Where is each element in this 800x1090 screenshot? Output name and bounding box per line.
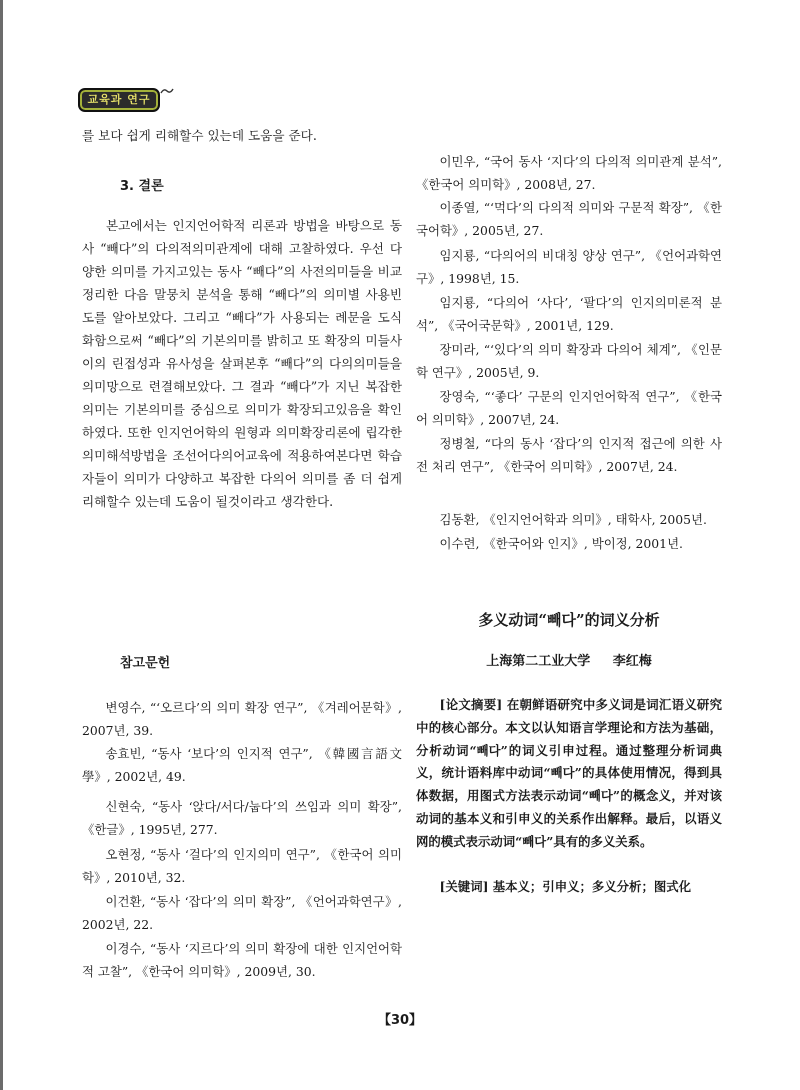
reference-item: 이종열, “‘먹다’의 다의적 의미와 구문적 확장”, 《한국어학》, 2005년, 27. <box>416 200 722 238</box>
reference-item: 변영수, “‘오르다’의 의미 확장 연구”, 《겨레어문학》, 2007년, 39. <box>82 700 402 738</box>
logo-flourish-icon <box>160 87 174 95</box>
conclusion-paragraph: 본고에서는 인지언어학적 리론과 방법을 바탕으로 동사 “빼다”의 다의적의미관계에 대해 고찰하였다. 우선 다양한 의미를 가지고있는 동사 “빼다”의 사전의미들을 비교정리한 다음 말뭉치 분석을 통해 “빼다”의 의미별 사용빈도를 알아보았다. 그리고 “빼다”가 사용되는 례문을 도식화함으로써 “빼다”의 기본의미를 밝히고 또 확장의 미들사이의 린접성과 유사성을 살펴본후 “빼다”의 다의의미들을 의미망으로 련결해보았다. 그 결과 “빼다”가 지닌 복잡한 의미는 기본의미를 중심으로 의미가 확장되고있음을 확인하였다. 또한 인지언어학의 원형과 의미확장리론에 립각한 의미해석방법을 조선어다의어교육에 적용하여본다면 학습자들이 의미가 다양하고 복잡한 다의어 의미를 좀 더 쉽게 리해할수 있는데 도움이 될것이라고 생각한다. <box>82 218 402 509</box>
journal-logo: 교육과 연구 <box>78 88 160 112</box>
article-abstract: [论文摘要] 在朝鲜语研究中多义词是词汇语义研究中的核心部分。本文以认知语言学理论和方法为基础，分析动词“빼다”的词义引申过程。通过整理分析词典义，统计语料库中动词“빼다”的具体使用情况，得到具体数据，用图式方法表示动词“빼다”的概念义，并对该动词的基本义和引申义的关系作出解释。最后，以语义网的模式表示动词“빼다”具有的多义关系。 <box>416 697 722 849</box>
page-left-border <box>0 0 3 1090</box>
reference-item: 정병철, “다의 동사 ‘잡다’의 인지적 접근에 의한 사전 처리 연구”, 《한국어 의미학》, 2007년, 24. <box>416 436 722 474</box>
reference-item: 김동환, 《인지언어학과 의미》, 태학사, 2005년. <box>439 512 707 527</box>
article-title: 多义动词“빼다”的词义分析 <box>478 611 660 629</box>
reference-item: 신현숙, “동사 ‘앉다/서다/눕다’의 쓰임과 의미 확장”, 《한글》, 1995년, 277. <box>82 799 402 837</box>
carryover-text: 를 보다 쉽게 리해할수 있는데 도움을 준다. <box>82 128 317 143</box>
references-heading: 참고문헌 <box>120 656 171 671</box>
article-author: 上海第二工业大学 李红梅 <box>486 654 652 669</box>
reference-item: 이민우, “국어 동사 ‘지다’의 다의적 의미관계 분석”, 《한국어 의미학》, 2008년, 27. <box>416 154 722 192</box>
reference-item: 송효빈, “동사 ‘보다’의 인지적 연구”, 《韓國言語文學》, 2002년, 49. <box>82 746 402 784</box>
reference-item: 임지룡, “다의어의 비대칭 양상 연구”, 《언어과학연구》, 1998년, 15. <box>416 248 722 286</box>
reference-item: 이수련, 《한국어와 인지》, 박이정, 2001년. <box>439 536 683 551</box>
section-heading: 3. 결론 <box>120 179 164 194</box>
reference-item: 오현정, “동사 ‘걸다’의 인지의미 연구”, 《한국어 의미학》, 2010년, 32. <box>82 847 402 885</box>
article-keywords: [关键词] 基本义；引申义；多义分析；图式化 <box>439 879 692 894</box>
reference-item: 임지룡, “다의어 ‘사다’, ‘팔다’의 인지의미론적 분석”, 《국어국문학》, 2001년, 129. <box>416 295 722 333</box>
reference-item: 장미라, “‘있다’의 의미 확장과 다의어 체계”, 《인문학 연구》, 2005년, 9. <box>416 342 722 380</box>
reference-item: 장영숙, “‘좋다’ 구문의 인지언어학적 연구”, 《한국어 의미학》, 2007년, 24. <box>416 389 722 427</box>
reference-item: 이경수, “동사 ‘지르다’의 의미 확장에 대한 인지언어학적 고찰”, 《한국어 의미학》, 2009년, 30. <box>82 941 402 979</box>
reference-item: 이건환, “동사 ‘잡다’의 의미 확장”, 《언어과학연구》, 2002년, 22. <box>82 894 402 932</box>
page-number: 【30】 <box>377 1013 423 1028</box>
